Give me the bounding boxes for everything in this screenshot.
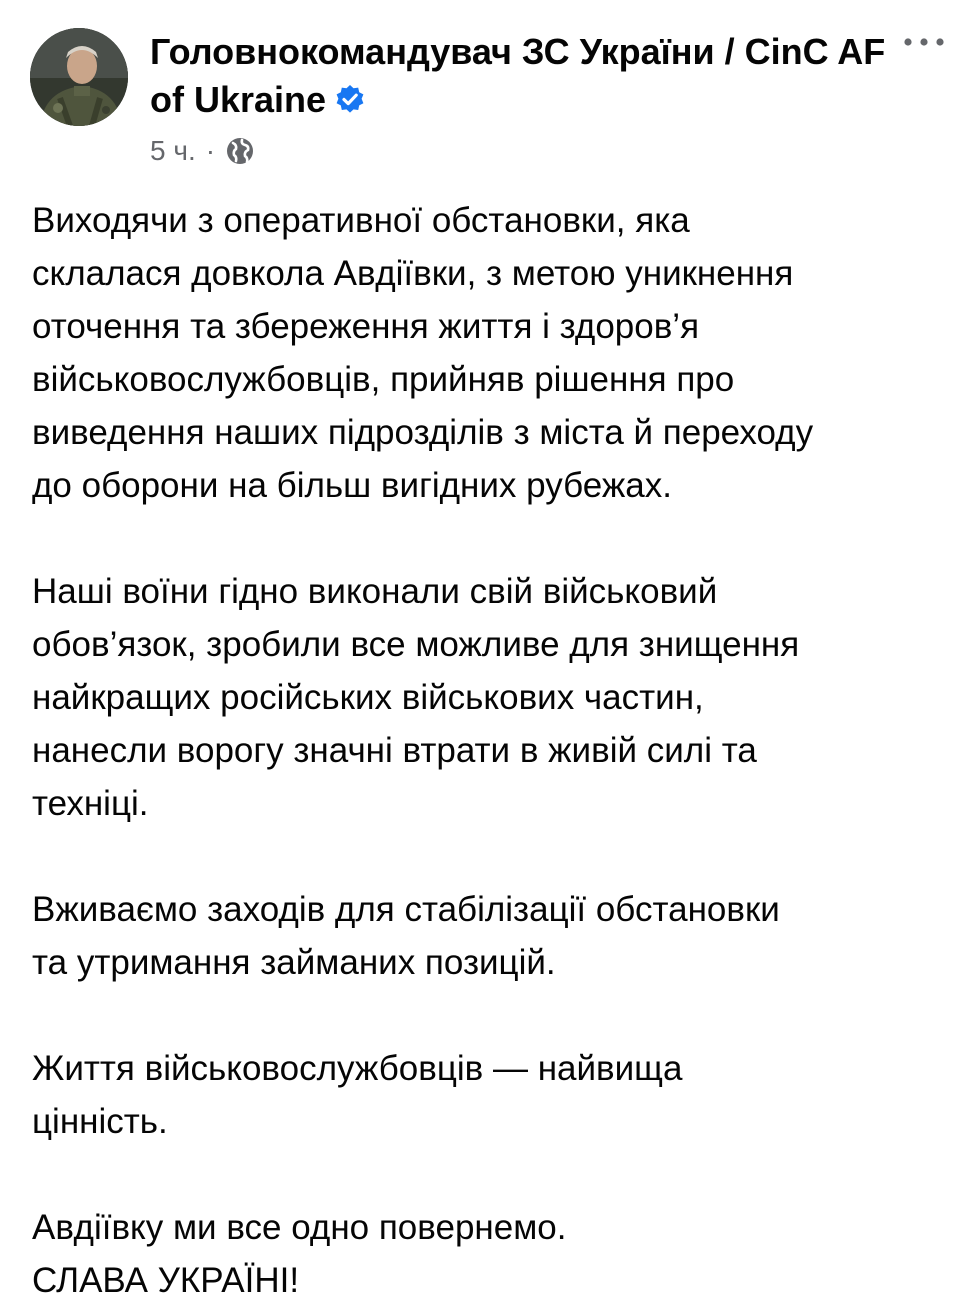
more-options-button[interactable] [902, 36, 946, 60]
post-paragraph: Авдіївку ми все одно повернемо. СЛАВА УКРАЇНІ! [32, 1208, 567, 1300]
author-name-text[interactable]: Головнокомандувач ЗС України / CinC AF of Ukraine [150, 31, 886, 120]
author-avatar[interactable] [30, 28, 128, 126]
post-text [32, 194, 952, 1307]
author-name[interactable] [150, 28, 890, 124]
post-paragraph: Життя військовослужбовців — найвища цінність. [32, 1049, 683, 1141]
more-options-icon [902, 36, 946, 60]
post-meta [150, 134, 255, 168]
post-paragraph: Наші воїни гідно виконали свій військовий обов’язок, зробили все можливе для знищення найкращих російських військових частин, нанесли ворогу значні втрати в живій силі та техніці. [32, 572, 800, 823]
post-paragraph: Виходячи з оперативної обстановки, яка склалася довкола Авдіївки, з метою уникнення оточення та збереження життя і здоров’я військовослужбовців, прийняв рішення про виведення наших підрозділів з міста й переходу до оборони на більш вигідних рубежах. [32, 201, 814, 505]
globe-icon[interactable] [225, 136, 255, 166]
post-timestamp[interactable]: 5 ч. [150, 135, 196, 166]
post-paragraph: Вживаємо заходів для стабілізації обстановки та утримання займаних позицій. [32, 890, 780, 982]
verified-badge-icon [334, 84, 366, 116]
meta-separator: · [205, 135, 216, 166]
avatar-photo [30, 28, 128, 126]
